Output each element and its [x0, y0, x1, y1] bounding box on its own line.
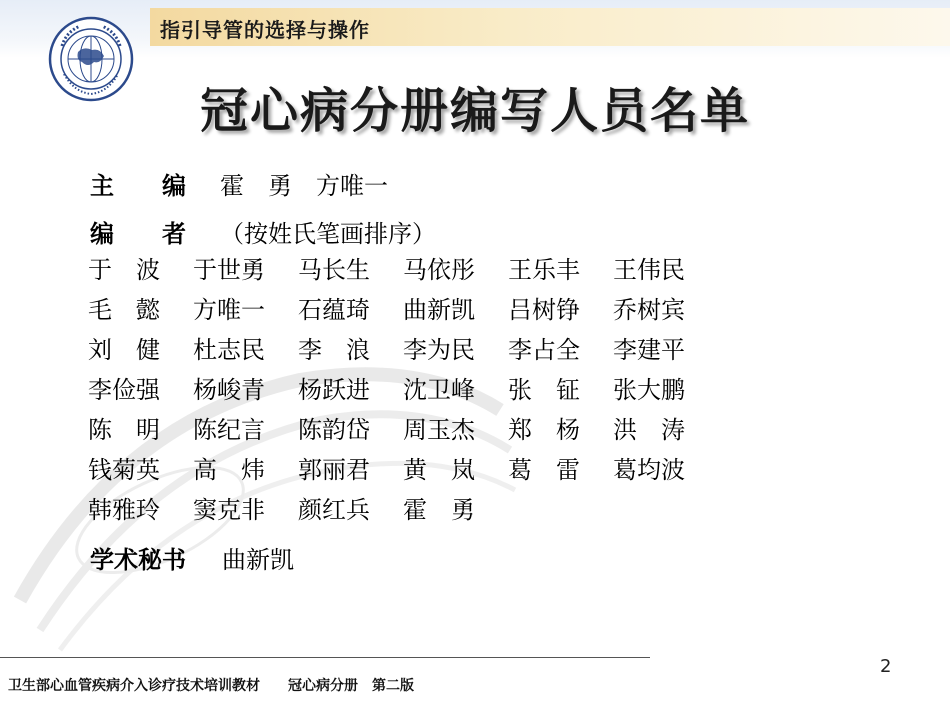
editor-name: 李占全	[508, 336, 580, 364]
editor-name: 王乐丰	[508, 256, 580, 284]
editor-name: 葛均波	[613, 456, 685, 484]
page-number: 2	[880, 656, 892, 677]
editor-name: 陈 明	[88, 416, 160, 444]
slide-title: 冠心病分册编写人员名单	[199, 83, 750, 139]
secretary-name: 曲新凯	[222, 546, 294, 574]
editor-name: 杨跃进	[298, 376, 370, 404]
editor-name: 乔树宾	[613, 296, 685, 324]
editor-name: 陈纪言	[193, 416, 265, 444]
editor-name: 李为民	[403, 336, 475, 364]
editor-name: 刘 健	[88, 336, 160, 364]
editor-name: 沈卫峰	[403, 376, 475, 404]
editor-name: 郑 杨	[508, 416, 580, 444]
editor-name: 窦克非	[193, 496, 265, 524]
editor-name: 马长生	[298, 256, 370, 284]
editor-name: 韩雅玲	[88, 496, 160, 524]
editor-name: 周玉杰	[403, 416, 475, 444]
editor-name: 张大鹏	[613, 376, 685, 404]
footer-divider	[0, 657, 650, 658]
chief-editor-label: 主 编	[90, 172, 186, 200]
editor-name: 方唯一	[193, 296, 265, 324]
editor-name: 杨峻青	[193, 376, 265, 404]
header-title: 指引导管的选择与操作	[160, 18, 370, 42]
editor-name: 杜志民	[193, 336, 265, 364]
secretary-label: 学术秘书	[90, 546, 186, 574]
editor-name: 于世勇	[193, 256, 265, 284]
editors-note: （按姓氏笔画排序）	[220, 220, 436, 248]
editor-name: 李俭强	[88, 376, 160, 404]
editors-line	[90, 214, 436, 249]
editors-label: 编 者	[90, 220, 186, 248]
editor-name: 毛 懿	[88, 296, 160, 324]
editor-name: 吕树铮	[508, 296, 580, 324]
editor-name: 钱菊英	[88, 456, 160, 484]
editor-name: 洪 涛	[613, 416, 685, 444]
editor-name: 马依彤	[403, 256, 475, 284]
editor-name: 王伟民	[613, 256, 685, 284]
editor-name: 陈韵岱	[298, 416, 370, 444]
editor-name: 李 浪	[298, 336, 370, 364]
editor-name: 石蕴琦	[298, 296, 370, 324]
editor-name: 李建平	[613, 336, 685, 364]
footer-text: 卫生部心血管疾病介入诊疗技术培训教材 冠心病分册 第二版	[8, 678, 414, 694]
editor-name: 葛 雷	[508, 456, 580, 484]
chief-editor-line	[90, 166, 388, 201]
editor-name: 黄 岚	[403, 456, 475, 484]
editor-name: 郭丽君	[298, 456, 370, 484]
editor-name: 于 波	[88, 256, 160, 284]
editor-name: 张 钲	[508, 376, 580, 404]
chief-editor-names: 霍 勇 方唯一	[220, 172, 388, 200]
editor-names-grid	[88, 250, 718, 530]
editor-name: 曲新凯	[403, 296, 475, 324]
editor-name: 霍 勇	[403, 496, 475, 524]
editor-name: 颜红兵	[298, 496, 370, 524]
editor-name: 高 炜	[193, 456, 265, 484]
secretary-line	[90, 540, 294, 575]
